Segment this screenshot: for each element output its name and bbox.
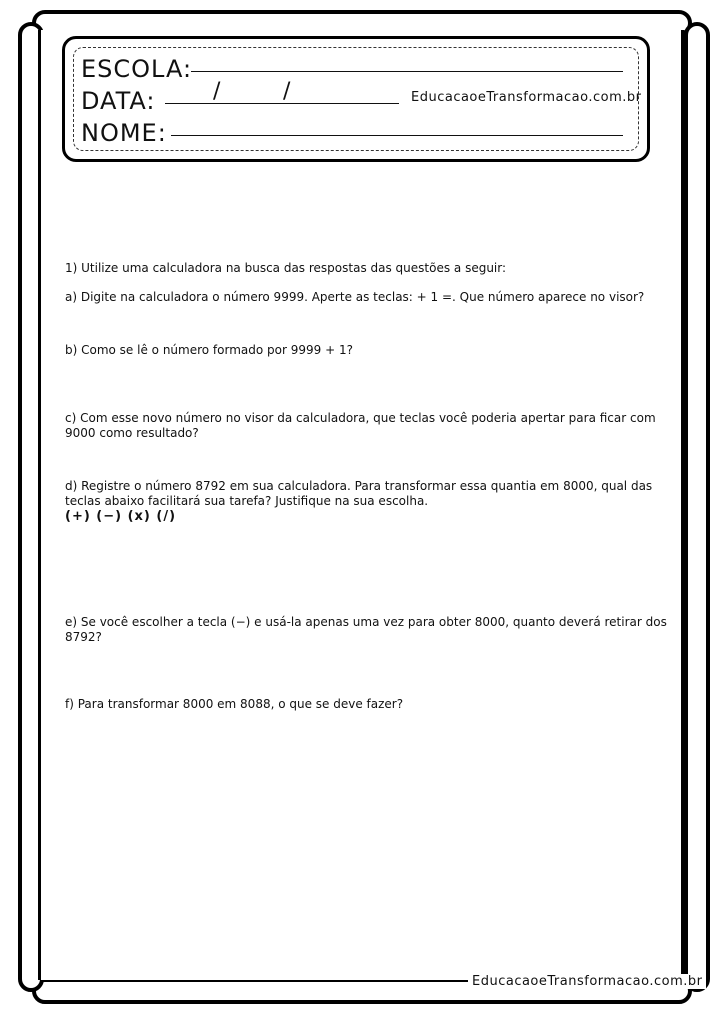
question-b: b) Como se lê o número formado por 9999 + 1? (65, 343, 353, 357)
question-e-line-2: 8792? (65, 630, 102, 644)
question-d-line-2: teclas abaixo facilitará sua tarefa? Justifique na sua escolha. (65, 494, 429, 508)
data-field-line[interactable] (165, 103, 399, 104)
question-c-line-2: 9000 como resultado? (65, 426, 199, 440)
date-slash-2: / (283, 79, 291, 104)
question-d-line-1: d) Registre o número 8792 em sua calculadora. Para transformar essa quantia em 8000, qual das (65, 479, 653, 493)
question-1-intro: 1) Utilize uma calculadora na busca das respostas das questões a seguir: (65, 261, 507, 275)
nome-label: NOME: (81, 119, 167, 147)
calculator-operation-keys: (+) (−) (x) (/) (65, 509, 177, 524)
question-f: f) Para transformar 8000 em 8088, o que se deve fazer? (65, 697, 404, 711)
data-label: DATA: (81, 87, 156, 115)
nome-field-line[interactable] (171, 135, 623, 136)
question-a: a) Digite na calculadora o número 9999. Aperte as teclas: + 1 =. Que número aparece no visor? (65, 290, 645, 304)
header-site-text: EducacaoeTransformacao.com.br (411, 90, 642, 105)
question-c-line-1: c) Com esse novo número no visor da calculadora, que teclas você poderia apertar para ficar com (65, 411, 656, 425)
question-c (65, 411, 671, 441)
escola-label: ESCOLA: (81, 55, 193, 83)
student-info-header (62, 36, 650, 162)
question-d (65, 479, 671, 524)
date-slash-1: / (213, 79, 221, 104)
escola-field-line[interactable] (191, 71, 623, 72)
question-e-line-1: e) Se você escolher a tecla (−) e usá-la apenas uma vez para obter 8000, quanto deverá retirar dos (65, 615, 667, 629)
question-e (65, 615, 671, 645)
frame-right-border (684, 22, 710, 992)
footer-site-text: EducacaoeTransformacao.com.br (468, 974, 706, 989)
